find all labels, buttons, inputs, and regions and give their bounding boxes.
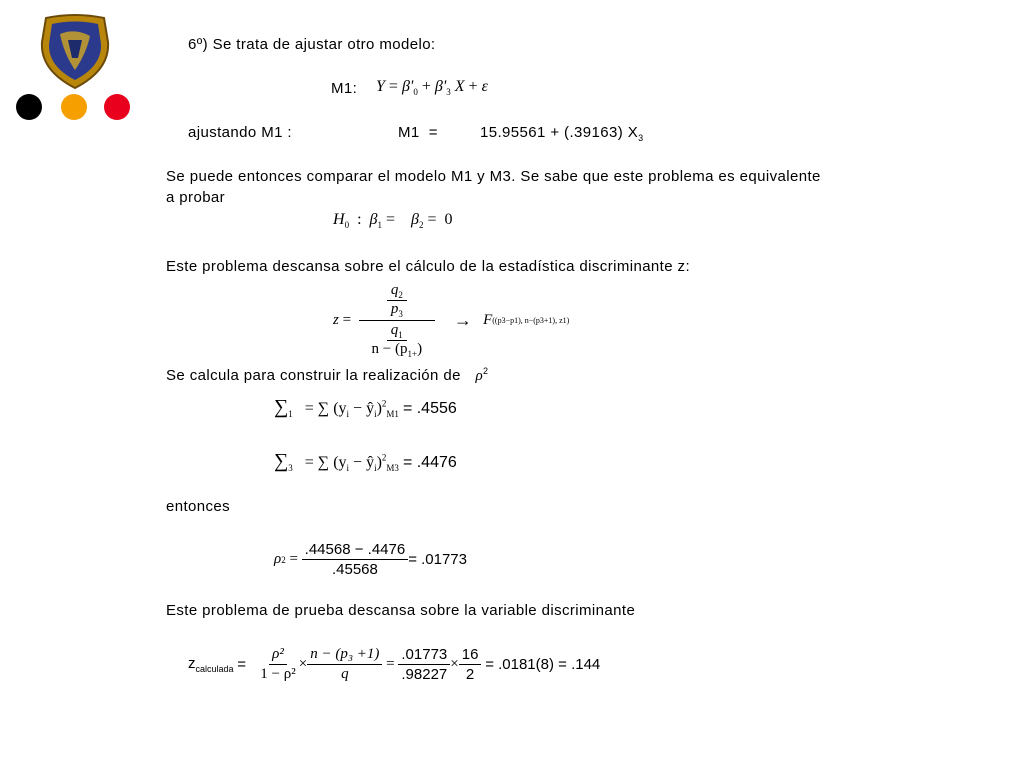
rho-squared-calculation: ρ 2 = $\frac{.44568 - .4476}{.45568}$ = .01773 xyxy=(274,541,467,578)
paragraph-compare-line1: Se puede entonces comparar el modelo M1 y M3. Se sabe que este problema es equivalente xyxy=(166,168,821,185)
null-hypothesis: $H_0$ : $\beta_1$ = $\beta_2 = 0$ xyxy=(333,211,453,231)
sum-of-squares-m3: $\sum_3$ = ∑ ($y_i$ − $ŷ_i)^2_{M3} = .4476$ xyxy=(274,450,457,474)
sum-of-squares-m1: $\sum_1$ = ∑ ($y_i$ − $ŷ_i)^2_{M1} = .4556$ xyxy=(274,396,457,420)
paragraph-compare-line2: a probar xyxy=(166,189,226,206)
paragraph-statistic: Este problema descansa sobre el cálculo de la estadística discriminante z: xyxy=(166,258,691,275)
section-heading: 6º) Se trata de ajustar otro modelo: xyxy=(188,36,436,53)
entonces-label: entonces xyxy=(166,498,231,515)
z-statistic-formula: z = $q_2$ $p_3$ $q_1$ $n - (p_{1+})$ → F ((p3−p1), n−(p3+1), z1) xyxy=(333,282,570,359)
ajustando-rhs: 15.95561 + (.39163) $X_3$ xyxy=(480,124,644,143)
m1-label: M1: xyxy=(331,80,358,97)
m1-formula: $Y = \beta'_0 + \beta'_3$ X + ε xyxy=(376,78,488,98)
ajustando-lhs: M1 = xyxy=(398,124,438,141)
paragraph-test: Este problema de prueba descansa sobre la variable discriminante xyxy=(166,602,636,619)
z-calculated-formula: $z_{calculada}$ = $\frac{\text{ρ²}}{\text{1 − ρ²}}$ × $\frac{\text{n − (p₃ +1)}}{q}$ = $\frac{.01773}{.98227}$ × $\frac{16}{2}$ = .0181(8) = .144 xyxy=(188,646,601,683)
paragraph-realization: Se calcula para construir la realización de $\rho^2$ xyxy=(166,366,489,384)
university-seal-logo xyxy=(38,14,112,90)
black-dot xyxy=(16,94,42,120)
ajustando-label: ajustando M1 : xyxy=(188,124,292,141)
red-dot xyxy=(104,94,130,120)
orange-dot xyxy=(61,94,87,120)
